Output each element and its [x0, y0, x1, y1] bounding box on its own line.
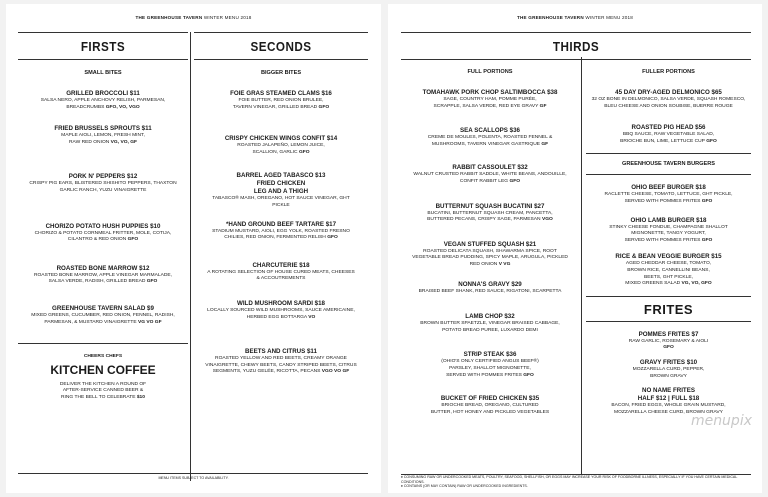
menu-item: OHIO LAMB BURGER $18 STINKY CHEESE FONDUE, CHAMPAGNE SHALLOT MIGNONETTE, TANGY YOGURT, SERVED WITH POMMES FRITES GFO: [609, 216, 728, 243]
menu-item: TOMAHAWK PORK CHOP SALTIMBOCCA $38 SAGE, COUNTRY HAM, POMME PURÉE, SCRAPPLE, SALSA VERDE, RED EYE GRAVY GF: [422, 89, 558, 109]
menu-item: STRIP STEAK $36 (OHIO'S ONLY CERTIFIED ANGUS BEEF®) PARSLEY, SHALLOT MIGNONETTE, SERVED WITH POMMES FRITES GFO: [441, 351, 539, 378]
frites-title: FRITES: [643, 301, 694, 317]
menu-item: FRIED BRUSSELS SPROUTS $11 MAPLE AIOLI, LEMON, FRESH MINT, RAW RED ONION VG, VO, GF: [54, 125, 152, 145]
burgers-heading: GREENHOUSE TAVERN BURGERS: [621, 161, 716, 168]
menu-item: NO NAME FRITES HALF $12 | FULL $18 BACON, FRIED EGGS, WHOLE GRAIN MUSTARD, MOZZARELLA CHEESE CURD, BROWN GRAVY: [611, 387, 726, 415]
raw-food-warning: ♦ CONSUMING RAW OR UNDERCOOKED MEATS, POULTRY, SEAFOOD, SHELLFISH, OR EGGS MAY INCREASE YOUR RISK OF FOODBORNE ILLNESS, ESPECIALLY IF YOU HAVE CERTAIN MEDICAL CONDITIONS. ♦ CONTAINS (OR MAY CONTAIN) RAW OR UNDERCOOKED INGREDIENTS.: [401, 475, 738, 489]
thirds-header: [401, 32, 751, 60]
menu-item: LAMB CHOP $32 BROWN BUTTER SPAETZLE, VINEGAR BRAISED CABBAGE, POTATO BREAD PUREE, LUXARDO DEMI: [420, 313, 560, 333]
menu-item: WILD MUSHROOM SARDI $18 LOCALLY SOURCED WILD MUSHROOMS, SAUCE AMERICAINE, HERBED EGG BOTTARGA VO: [207, 299, 355, 320]
menu-page-right: [388, 4, 762, 493]
thirds-column: [401, 58, 579, 416]
menu-item: ROASTED PIG HEAD $56 BBQ SAUCE, RAW VEGETABLE SALAD, BRIOCHE BUN, LIME, LETTUCE CUP GFO: [620, 124, 717, 144]
kitchen-coffee-title: KITCHEN COFFEE: [50, 362, 156, 377]
menu-item: GRILLED BROCCOLI $11 SALSA NERO, APPLE ANCHOVY RELISH, PARMESAN, BREADCRUMBS GFO, VO, VGO: [40, 90, 166, 110]
fuller-column: [586, 58, 751, 416]
menu-item: CHARCUTERIE $18 A ROTATING SELECTION OF HOUSE CURED MEATS, CHEESES & ACCOUTREMENTS: [207, 261, 355, 282]
kitchen-coffee-box: CHEERS CHEFS KITCHEN COFFEE DELIVER THE KITCHEN A ROUND OF AFTER-SERVICE CANNED BEER & RING THE BELL TO CELEBRATE $10: [18, 344, 188, 401]
seconds-column: [194, 32, 368, 376]
page-header-left: THE GREENHOUSE TAVERN WINTER MENU 2018: [135, 15, 252, 20]
menu-item: FOIE GRAS STEAMED CLAMS $16 FOIE BUTTER, RED ONION BRULEE, TAVERN VINEGAR, GRILLED BREAD GFO: [230, 90, 332, 110]
fuller-portions-heading: FULLER PORTIONS: [642, 69, 695, 75]
menu-item: SEA SCALLOPS $36 CREME DE MOULES, POLENTA, ROASTED FENNEL & MUSHROOMS, TAVERN VINEGAR GASTRIQUE GF: [427, 127, 553, 147]
seconds-title: SECONDS: [250, 39, 312, 54]
thirds-title: THIRDS: [552, 39, 600, 54]
menu-item: BUTTERNUT SQUASH BUCATINI $27 BUCATINI, BUTTERNUT SQUASH CREAM, PANCETTA, BUTTERED PECANS, CRISPY SAGE, PARMESAN VGO: [427, 202, 553, 223]
availability-note: MENU ITEMS SUBJECT TO AVAILABILITY.: [158, 476, 229, 480]
menu-item: RICE & BEAN VEGGIE BURGER $15 AGED CHEDDAR CHEESE, TOMATO, BROWN RICE, CANNELLINI BEANS, BEETS, GHT PICKLE, MIXED GREENS SALAD VG, VO, GFO: [615, 253, 722, 287]
firsts-title: FIRSTS: [80, 39, 126, 54]
watermark: menupix: [690, 413, 752, 429]
page-header-right: THE GREENHOUSE TAVERN WINTER MENU 2018: [517, 15, 633, 20]
menu-item: CHORIZO POTATO HUSH PUPPIES $10 CHORIZO & POTATO CORNMEAL FRITTER, MOLE, COTIJA, CILANTRO & RED ONION GFO: [34, 222, 172, 243]
small-bites-heading: SMALL BITES: [84, 70, 122, 76]
column-divider: [190, 32, 191, 481]
menu-page-left: [6, 4, 381, 493]
menu-item: ROASTED BONE MARROW $12 ROASTED BONE MARROW, APPLE VINEGAR MARMALADE, SALSA VERDE, RADISH, GRILLED BREAD GFO: [33, 264, 173, 285]
menu-item: GRAVY FRITES $10 MOZZARELLA CURD, PEPPER, BROWN GRAVY: [632, 358, 705, 379]
menu-item: OHIO BEEF BURGER $18 RACLETTE CHEESE, TOMATO, LETTUCE, GHT PICKLE, SERVED WITH POMMES FRITES GFO: [604, 184, 733, 204]
menu-item: RABBIT CASSOULET $32 WALNUT CRUSTED RABBIT SADDLE, WHITE BEANS, ANDOUILLE, CONFIT RABBIT LEG GFO: [413, 164, 567, 184]
menu-item: BUCKET OF FRIED CHICKEN $35 BRIOCHE BREAD, OREGANO, CULTURED BUTTER, HOT HONEY AND PICKLED VEGETABLES: [430, 395, 550, 415]
menu-item: GREENHOUSE TAVERN SALAD $9 MIXED GREENS, CUCUMBER, RED ONION, FENNEL, RADISH, PARMESAN, & MUSTARD VINAIGRETTE VG VO GF: [31, 304, 175, 325]
menu-item: BEETS AND CITRUS $11 ROASTED YELLOW AND RED BEETS, CREAMY ORANGE VINAIGRETTE, CHEWY BEETS, CANDY STRIPED BEETS, CITRUS SEGMENTS, YUZU GELÉE, RICOTTA, PECANS VGO VO GF: [205, 348, 357, 375]
firsts-column: [18, 32, 188, 402]
menu-item: *HAND GROUND BEEF TARTARE $17 STADIUM MUSTARD, AIOLI, EGG YOLK, ROASTED FRESNO CHILIES, RED ONION, FERMENTED RELISH GFO: [212, 220, 350, 241]
bigger-bites-heading: BIGGER BITES: [260, 70, 302, 76]
menu-item: NONNA'S GRAVY $29 BRAISED BEEF SHANK, RED SAUCE, RIGATONI, SCARPETTA: [418, 280, 562, 294]
menu-item: PORK N' PEPPERS $12 CRISPY PIG EARS, BLISTERED SHISHITO PEPPERS, THAXTON GARLIC RANCH, YUZU VINAIGRETTE: [29, 173, 177, 193]
menu-item: CRISPY CHICKEN WINGS CONFIT $14 ROASTED JALAPEÑO, LEMON JUICE, SCALLION, GARLIC GFO: [224, 135, 338, 155]
menu-item: BARREL AGED TABASCO $13 FRIED CHICKEN LEG AND A THIGH TABASCO® MASH, OREGANO, HOT SAUCE VINEGAR, GHT PICKLE: [212, 172, 350, 208]
menu-item: VEGAN STUFFED SQUASH $21 ROASTED DELICATA SQUASH, SHAWARMA SPICE, ROOT VEGETABLE BREAD PUDDING, SPICY MAPLE, ARUGULA, PICKLED RED ONION V VG: [412, 240, 568, 267]
menu-item: 45 DAY DRY-AGED DELMONICO $65 32 OZ BONE IN DELMONICO, SALSA VERDE, SQUASH ROMESCO, BLEU CHEESE AND ONION SOUBISE, BUERRE ROUGE: [591, 89, 746, 109]
column-divider: [581, 57, 582, 474]
menu-item: POMMES FRITES $7 RAW GARLIC, ROSEMARY & AIOLI GFO: [628, 330, 709, 351]
full-portions-heading: FULL PORTIONS: [467, 69, 513, 75]
